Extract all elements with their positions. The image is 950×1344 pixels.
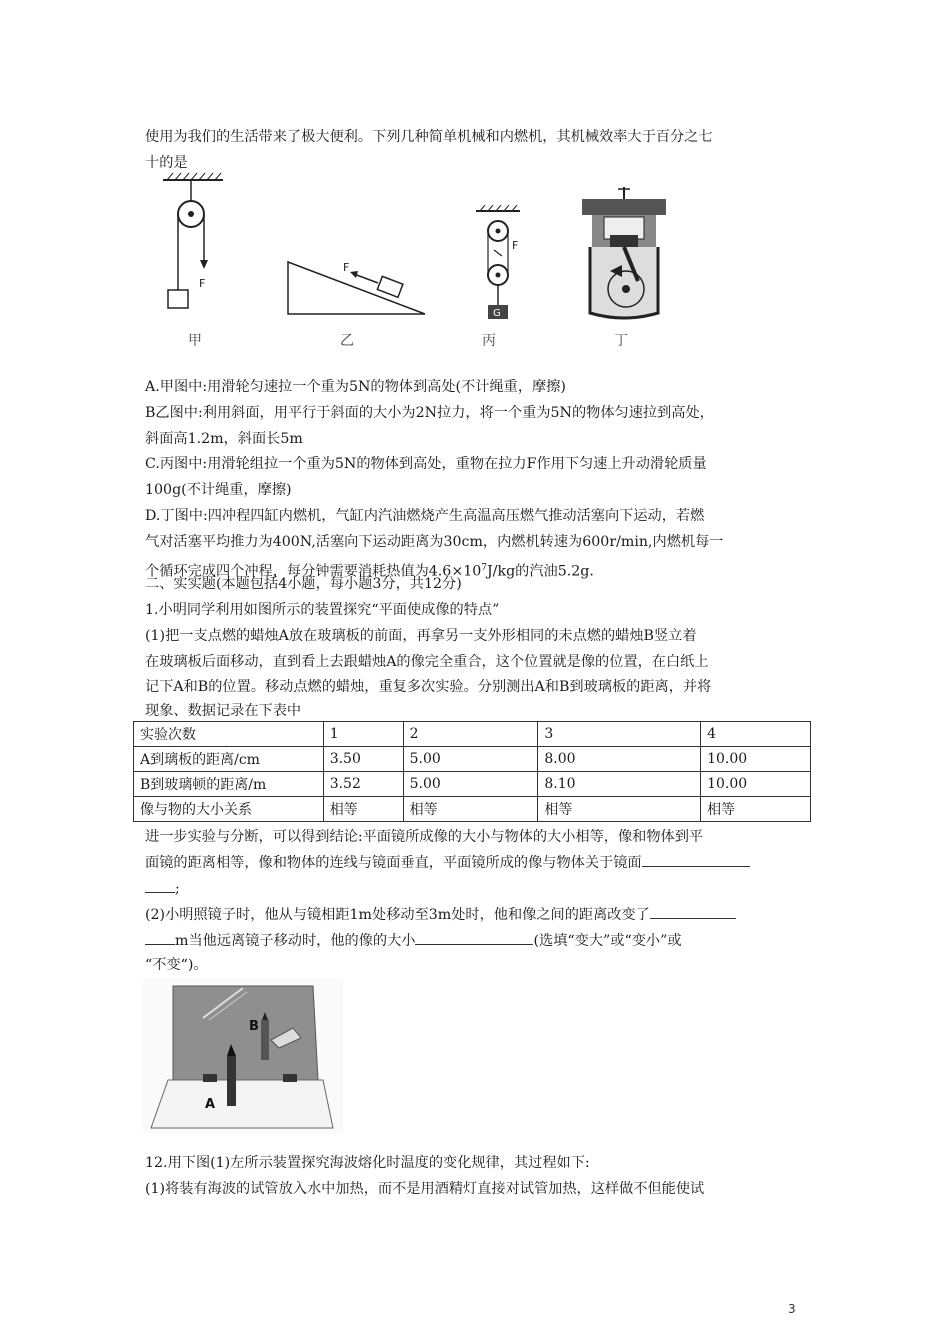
- q12-paragraph-1: (1)将装有海波的试管放入水中加热，而不是用酒精灯直接对试管加热，这样做不但能使试: [145, 1181, 705, 1197]
- fixed-pulley-figure: [155, 172, 235, 352]
- option-a: A.甲图中:用滑轮匀速拉一个重为5N的物体到高处(不计绳重，摩擦): [145, 379, 566, 395]
- table-cell: 相等: [538, 797, 701, 822]
- option-b-line-2: 斜面高1.2m，斜面长5m: [145, 431, 303, 447]
- force-label-yi: F: [343, 261, 350, 274]
- table-cell: 3.50: [323, 747, 403, 772]
- table-row: [134, 797, 811, 822]
- table-cell: 相等: [403, 797, 538, 822]
- table-cell: 8.10: [538, 772, 701, 797]
- conclusion-line-3-text: ;: [175, 881, 180, 897]
- table-cell: 8.00: [538, 747, 701, 772]
- q2-line-3: “不变“)。: [145, 957, 208, 973]
- answer-blank-symmetry[interactable]: [642, 850, 750, 867]
- option-d-line-2: 气对活塞平均推力为400N,活塞向下运动距离为30cm，内燃机转速为600r/min,内燃机每一: [145, 534, 724, 550]
- q2-line-2b-text: (选填“变大”或“变小”或: [533, 933, 682, 949]
- conclusion-line-1: 进一步实验与分断，可以得到结论:平面镜所成像的大小与物体的大小相等，像和物体到平: [145, 829, 704, 845]
- table-cell: 3.52: [323, 772, 403, 797]
- table-cell: 3: [538, 722, 701, 747]
- table-cell: 1: [323, 722, 403, 747]
- q1-paragraph-line-1: (1)把一支点燃的蜡烛A放在玻璃板的前面，再拿另一支外形相同的未点燃的蜡烛B竖立着: [145, 628, 697, 644]
- q2-line-2a-text: m当他远离镜子移动时，他的像的大小: [175, 933, 416, 949]
- conclusion-line-3: [145, 876, 810, 902]
- answer-blank-symmetry-cont[interactable]: [145, 876, 175, 893]
- table-cell: 5.00: [403, 772, 538, 797]
- q2-line-2: [145, 928, 810, 954]
- option-b-line-1: B乙图中:利用斜面，用平行于斜面的大小为2N拉力，将一个重为5N的物体匀速拉到高处，: [145, 405, 714, 421]
- option-c-line-2: 100g(不计绳重，摩擦): [145, 482, 292, 498]
- option-d-line-3b: J/kg的汽油5.2g.: [487, 563, 594, 580]
- table-cell: 相等: [323, 797, 403, 822]
- table-row: [134, 772, 811, 797]
- option-c-line-1: C.丙图中:用滑轮组拉一个重为5N的物体到高处，重物在拉力F作用下匀速上升动滑轮质量: [145, 456, 707, 472]
- answer-blank-distance-cont[interactable]: [145, 928, 175, 945]
- pulley-block-figure: [470, 205, 530, 325]
- candle-a-label: A: [205, 1097, 216, 1112]
- caption-yi: 乙: [340, 333, 354, 349]
- caption-bing: 丙: [482, 333, 496, 349]
- data-table: [133, 721, 811, 822]
- table-cell: 4: [701, 722, 811, 747]
- force-label-jia: F: [199, 277, 206, 290]
- table-cell: B到玻璃顿的距离/m: [134, 772, 324, 797]
- page-number: 3: [788, 1302, 796, 1316]
- q2-line-1-text: (2)小明照镜子时，他从与镜相距1m处移动至3m处时，他和像之间的距离改变了: [145, 907, 650, 923]
- engine-figure: [578, 185, 670, 325]
- weight-label: G: [493, 308, 501, 319]
- conclusion-line-2: [145, 850, 810, 876]
- caption-jia: 甲: [188, 333, 202, 349]
- table-row: [134, 722, 811, 747]
- table-cell: A到璃板的距离/cm: [134, 747, 324, 772]
- q1-paragraph-line-3: 记下A和B的位置。移动点燃的蜡烛，重复多次实验。分别测出A和B到玻璃板的距离，并将: [145, 679, 712, 695]
- table-cell: 2: [403, 722, 538, 747]
- answer-blank-image-size[interactable]: [415, 928, 533, 945]
- intro-line-2: 十的是: [145, 155, 188, 171]
- table-cell: 10.00: [701, 747, 811, 772]
- q12-title: 12.用下图(1)左所示装置探究海波熔化时温度的变化规律，其过程如下:: [145, 1155, 590, 1171]
- table-row: [134, 747, 811, 772]
- table-cell: 5.00: [403, 747, 538, 772]
- q1-paragraph-line-4: 现象、数据记录在下表中: [145, 703, 302, 719]
- table-cell: 像与物的大小关系: [134, 797, 324, 822]
- table-cell: 10.00: [701, 772, 811, 797]
- q2-line-1: [145, 902, 810, 928]
- mirror-experiment-photo: [143, 978, 343, 1133]
- option-d-line-3a: 个循环完成四个冲程，每分钟需要消耗热值为4.6×10: [145, 563, 482, 580]
- section-2-heading: 二、实实题(本题包括4小题，每小题3分，共12分): [145, 576, 462, 592]
- q1-paragraph-line-2: 在玻璃板后面移动，直到看上去跟蜡烛A的像完全重合，这个位置就是像的位置，在白纸上: [145, 654, 709, 670]
- option-d-line-1: D.丁图中:四冲程四缸内燃机，气缸内汽油燃烧产生高温高压燃气推动活塞向下运动，若燃: [145, 508, 705, 524]
- table-cell: 实验次数: [134, 722, 324, 747]
- q1-title: 1.小明同学利用如图所示的装置探究“平面使成像的特点”: [145, 602, 500, 618]
- caption-ding: 丁: [614, 333, 628, 349]
- candle-b-label: B: [249, 1019, 259, 1034]
- answer-blank-distance[interactable]: [650, 902, 736, 919]
- intro-line-1: 使用为我们的生活带来了极大便利。下列几种简单机械和内燃机，其机械效率大于百分之七: [145, 129, 713, 145]
- option-d-exponent: 7: [481, 563, 487, 573]
- conclusion-line-2-text: 面镜的距离相等，像和物体的连线与镜面垂直，平面镜所成的像与物体关于镜面: [145, 855, 642, 871]
- table-cell: 相等: [701, 797, 811, 822]
- incline-figure: [280, 250, 430, 320]
- force-label-bing: F: [512, 239, 519, 252]
